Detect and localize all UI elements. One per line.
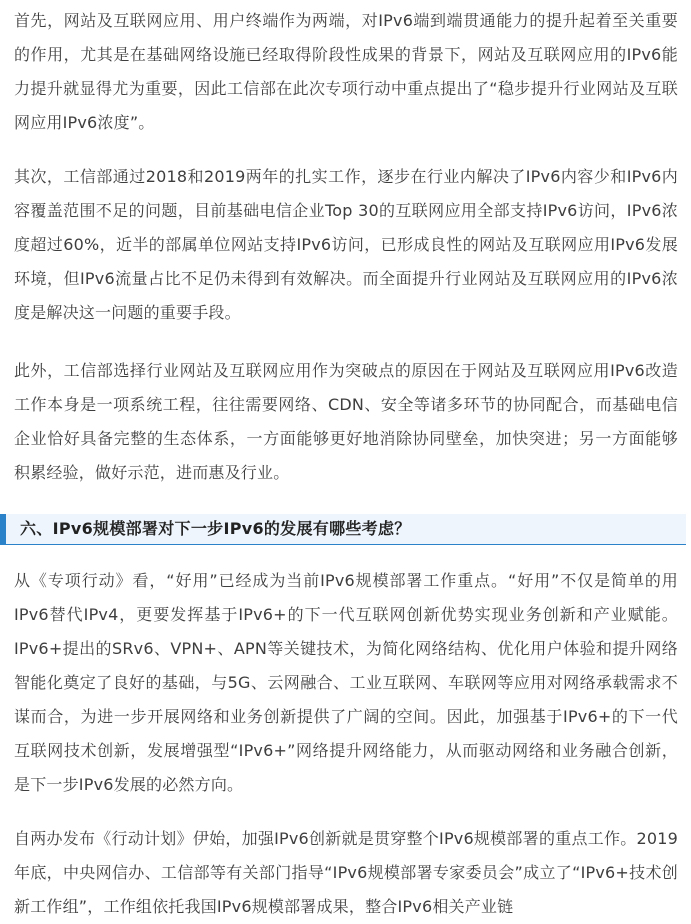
paragraph-second-point: 其次，工信部通过2018和2019两年的扎实工作，逐步在行业内解决了IPv6内容少和IPv6内容覆盖范围不足的问题，目前基础电信企业Top 30的互联网应用全部支持IPv6访问，IPv6浓度超过60%，近半的部属单位网站支持IPv6访问，已形成良性的网站及互联网应用IPv6发展环境，但IPv6流量占比不足仍未得到有效解决。而全面提升行业网站及互联网应用的IPv6浓度是解决这一问题的重要手段。 <box>14 167 678 322</box>
paragraph-good-use: 从《专项行动》看，“好用”已经成为当前IPv6规模部署工作重点。“好用”不仅是简单的用IPv6替代IPv4，更要发挥基于IPv6+的下一代互联网创新优势实现业务创新和产业赋能。IPv6+提出的SRv6、VPN+、APN等关键技术，为简化网络结构、优化用户体验和提升网络智能化奠定了良好的基础，与5G、云网融合、工业互联网、车联网等应用对网络承载需求不谋而合，为进一步开展网络和业务创新提供了广阔的空间。因此，加强基于IPv6+的下一代互联网技术创新，发展增强型“IPv6+”网络提升网络能力，从而驱动网络和业务融合创新，是下一步IPv6发展的必然方向。 <box>14 571 678 794</box>
paragraph-action-plan: 自两办发布《行动计划》伊始，加强IPv6创新就是贯穿整个IPv6规模部署的重点工作。2019年底，中央网信办、工信部等有关部门指导“IPv6规模部署专家委员会”成立了“IPv6+技术创新工作组”，工作组依托我国IPv6规模部署成果，整合IPv6相关产业链 <box>14 829 678 916</box>
section-heading: 六、IPv6规模部署对下一步IPv6的发展有哪些考虑？ <box>20 519 411 538</box>
paragraph-first-point: 首先，网站及互联网应用、用户终端作为两端，对IPv6端到端贯通能力的提升起着至关重要的作用，尤其是在基础网络设施已经取得阶段性成果的背景下，网站及互联网应用的IPv6能力提升就显得尤为重要，因此工信部在此次专项行动中重点提出了“稳步提升行业网站及互联网应用IPv6浓度”。 <box>14 11 678 132</box>
section-heading-bar <box>0 514 686 545</box>
section-heading-accent <box>0 514 6 544</box>
paragraph-additional-point: 此外，工信部选择行业网站及互联网应用作为突破点的原因在于网站及互联网应用IPv6改造工作本身是一项系统工程，往往需要网络、CDN、安全等诸多环节的协同配合，而基础电信企业恰好具备完整的生态体系，一方面能够更好地消除协同壁垒，加快突进；另一方面能够积累经验，做好示范，进而惠及行业。 <box>14 361 678 482</box>
